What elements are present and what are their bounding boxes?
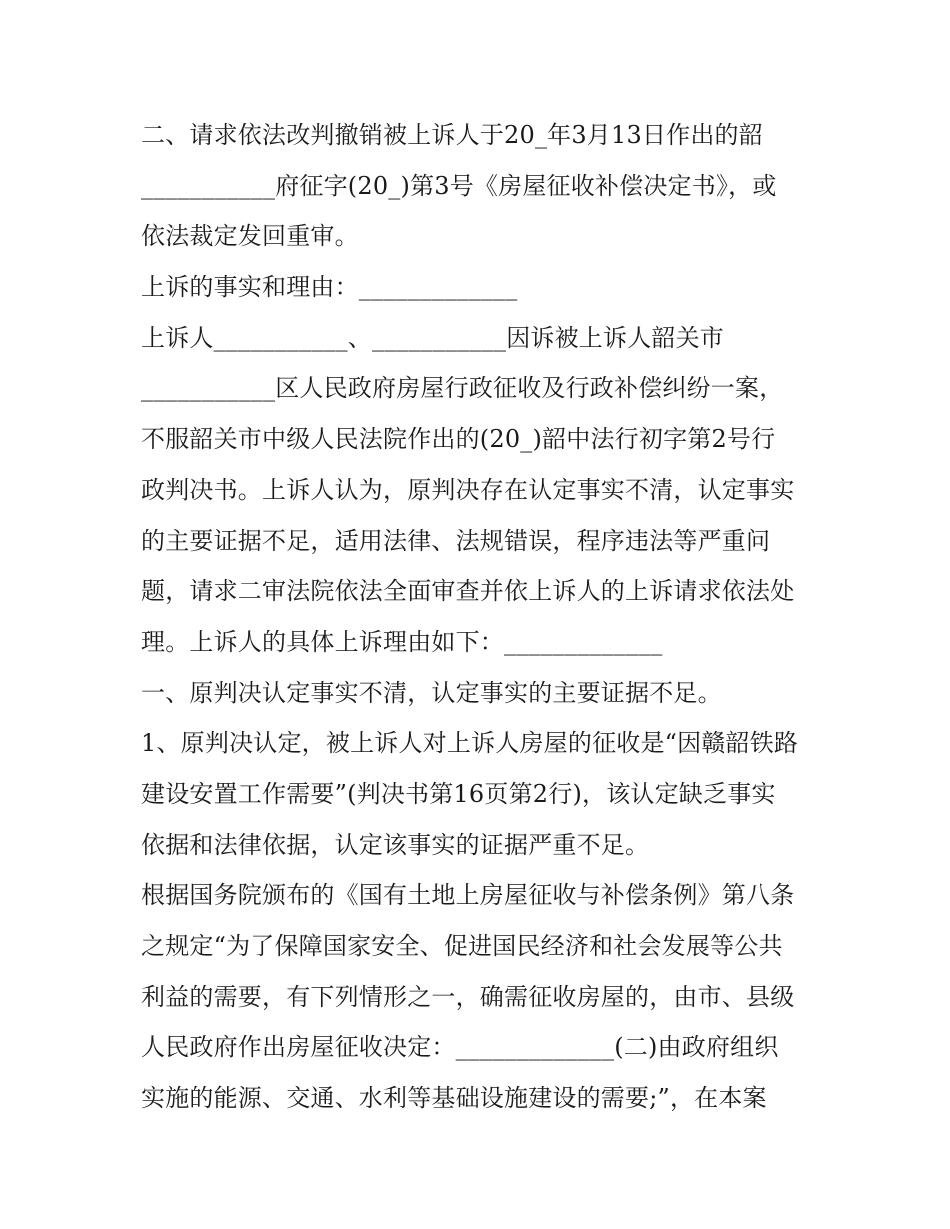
text-line: 政判决书。上诉人认为，原判决存在认定事实不清，认定事实 xyxy=(141,475,795,504)
text-line: 不服韶关市中级人民法院作出的(20_)韶中法行初字第2号行 xyxy=(141,425,776,454)
text-line: ___________府征字(20_)第3号《房屋征收补偿决定书》，或 xyxy=(141,171,777,200)
text-line: 依法裁定发回重审。 xyxy=(141,222,359,251)
text-line: 理。上诉人的具体上诉理由如下：_____________ xyxy=(141,627,663,656)
text-line: 的主要证据不足，适用法律、法规错误，程序违法等严重问 xyxy=(141,526,771,555)
text-line: 依据和法律依据，认定该事实的证据严重不足。 xyxy=(141,830,650,859)
text-line: 1、原判决认定，被上诉人对上诉人房屋的征收是“因赣韶铁路 xyxy=(141,729,799,758)
text-line: 根据国务院颁布的《国有土地上房屋征收与补偿条例》第八条 xyxy=(141,881,795,910)
text-line: 实施的能源、交通、水利等基础设施建设的需要;”，在本案 xyxy=(141,1084,767,1113)
text-line: 一、原判决认定事实不清，认定事实的主要证据不足。 xyxy=(141,678,722,707)
text-line: 人民政府作出房屋征收决定：_____________(二)由政府组织 xyxy=(141,1033,779,1062)
text-line: 上诉的事实和理由：_____________ xyxy=(141,273,518,302)
text-line: 利益的需要，有下列情形之一，确需征收房屋的，由市、县级 xyxy=(141,982,795,1011)
text-line: 建设安置工作需要”(判决书第16页第2行)，该认定缺乏事实 xyxy=(141,779,776,808)
text-line: 之规定“为了保障国家安全、促进国民经济和社会发展等公共 xyxy=(141,932,783,960)
text-line: 题，请求二审法院依法全面审查并依上诉人的上诉请求依法处 xyxy=(141,577,795,606)
text-line: 上诉人___________、___________因诉被上诉人韶关市 xyxy=(141,323,724,352)
text-line: 二、请求依法改判撤销被上诉人于20_年3月13日作出的韶 xyxy=(141,121,763,149)
document-body xyxy=(141,110,821,1124)
text-line: ___________区人民政府房屋行政征收及行政补偿纠纷一案， xyxy=(141,374,784,403)
